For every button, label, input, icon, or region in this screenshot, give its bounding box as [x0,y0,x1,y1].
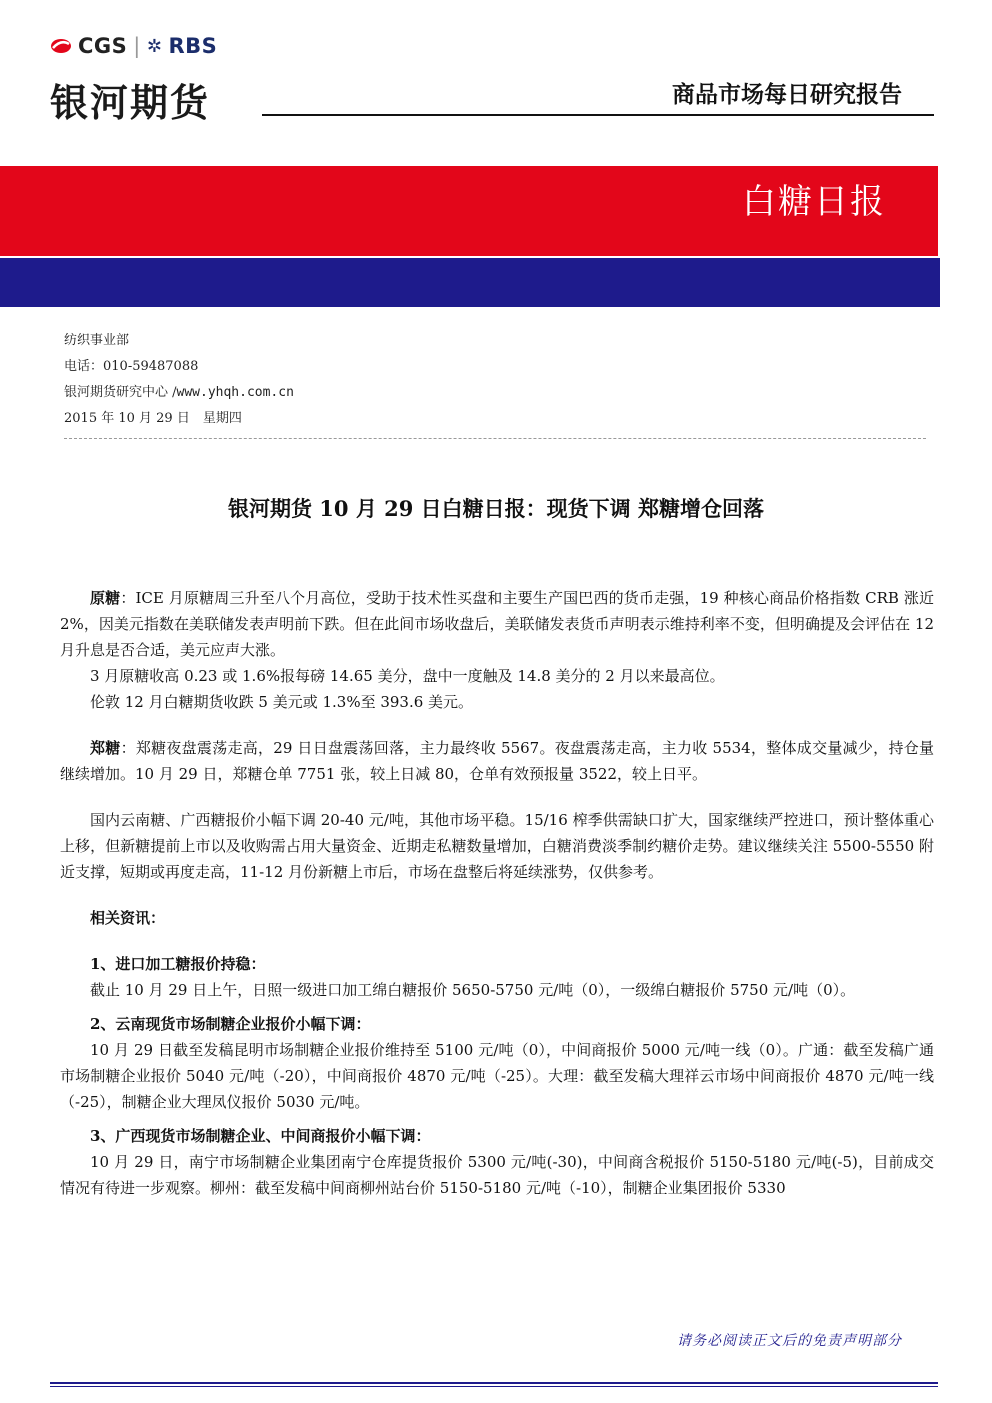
raw-sugar-paragraph-2: 3 月原糖收高 0.23 或 1.6%报每磅 14.65 美分，盘中一度触及 14.8 美分的 2 月以来最高位。 [90,667,725,685]
logo-separator: | [133,34,141,58]
news-heading: 相关资讯： [90,909,166,927]
news-1-body: 截止 10 月 29 日上午，日照一级进口加工绵白糖报价 5650-5750 元/吨（0），一级绵白糖报价 5750 元/吨（0）。 [90,981,856,999]
article-title: 银河期货 10 月 29 日白糖日报：现货下调 郑糖增仓回落 [227,496,764,521]
brand-logo [50,34,217,58]
cgs-swirl-icon [50,37,72,55]
zhengzhou-label: 郑糖 [90,739,121,757]
report-type-title: 商品市场每日研究报告 [672,82,902,108]
london-sugar-paragraph: 伦敦 12 月白糖期货收跌 5 美元或 1.3%至 393.6 美元。 [90,693,474,711]
phone: 电话：010-59487088 [64,359,199,374]
disclaimer-note: 请务必阅读正文后的免责声明部分 [677,1333,902,1349]
news-3-title: 3、广西现货市场制糖企业、中间商报价小幅下调： [90,1127,431,1145]
dashed-divider [64,438,926,439]
article-body [60,585,934,1201]
research-center: 银河期货研究中心 /www.yhqh.com.cn [64,385,294,400]
raw-sugar-label: 原糖 [90,589,121,607]
news-2-title: 2、云南现货市场制糖企业报价小幅下调： [90,1015,371,1033]
report-date: 2015 年 10 月 29 日 星期四 [64,411,242,426]
contact-block [64,328,294,432]
raw-sugar-paragraph: 原糖：ICE 月原糖周三升至八个月高位，受助于技术性买盘和主要生产国巴西的货币走强，19 种核心商品价格指数 CRB 涨近 2%，因美元指数在美联储发表声明前下跌。但在此间市场收盘后，美联储发表货币声明表示维持利率不变，但明确提及会评估在 12 月升息是否合适，美元应声大涨。 [60,589,934,659]
news-2-body: 10 月 29 日截至发稿昆明市场制糖企业报价维持至 5100 元/吨（0），中间商报价 5000 元/吨一线（0）。广通：截至发稿广通市场制糖企业报价 5040 元/吨（-20），中间商报价 4870 元/吨（-25）。大理：截至发稿大理祥云市场中间商报价 4870 元/吨一线（-25），制糖企业大理凤仪报价 5030 元/吨。 [60,1041,934,1111]
zhengzhou-paragraph: 郑糖：郑糖夜盘震荡走高，29 日日盘震荡回落，主力最终收 5567。夜盘震荡走高，主力收 5534，整体成交量减少，持仓量继续增加。10 月 29 日，郑糖仓单 7751 张，较上日减 80，仓单有效预报量 3522，较上日平。 [60,739,934,783]
domestic-paragraph: 国内云南糖、广西糖报价小幅下调 20-40 元/吨，其他市场平稳。15/16 榨季供需缺口扩大，国家继续严控进口，预计整体重心上移，但新糖提前上市以及收购需占用大量资金、近期走私糖数量增加，白糖消费淡季制约糖价走势。建议继续关注 5500-5550 附近支撑，短期或再度走高，11-12 月份新糖上市后，市场在盘整后将延续涨势，仅供参考。 [60,811,934,881]
footer-rule [50,1382,938,1384]
footer-rule-thin [50,1386,938,1387]
website-link[interactable]: www.yhqh.com.cn [176,385,294,400]
rbs-star-icon: ✲ [146,35,163,57]
department: 纺织事业部 [64,333,130,348]
news-1-title: 1、进口加工糖报价持稳： [90,955,266,973]
logo-rbs-text: RBS [168,34,218,58]
logo-chinese-name: 银河期货 [50,81,211,125]
banner-blue [0,258,940,307]
banner-title: 白糖日报 [742,182,886,222]
logo-cgs-text: CGS [78,34,128,58]
news-3-body: 10 月 29 日，南宁市场制糖企业集团南宁仓库提货报价 5300 元/吨(-30)，中间商含税报价 5150-5180 元/吨(-5)，目前成交情况有待进一步观察。柳州：截至发稿中间商柳州站台价 5150-5180 元/吨（-10），制糖企业集团报价 5330 [60,1153,934,1197]
header-divider [262,114,934,116]
